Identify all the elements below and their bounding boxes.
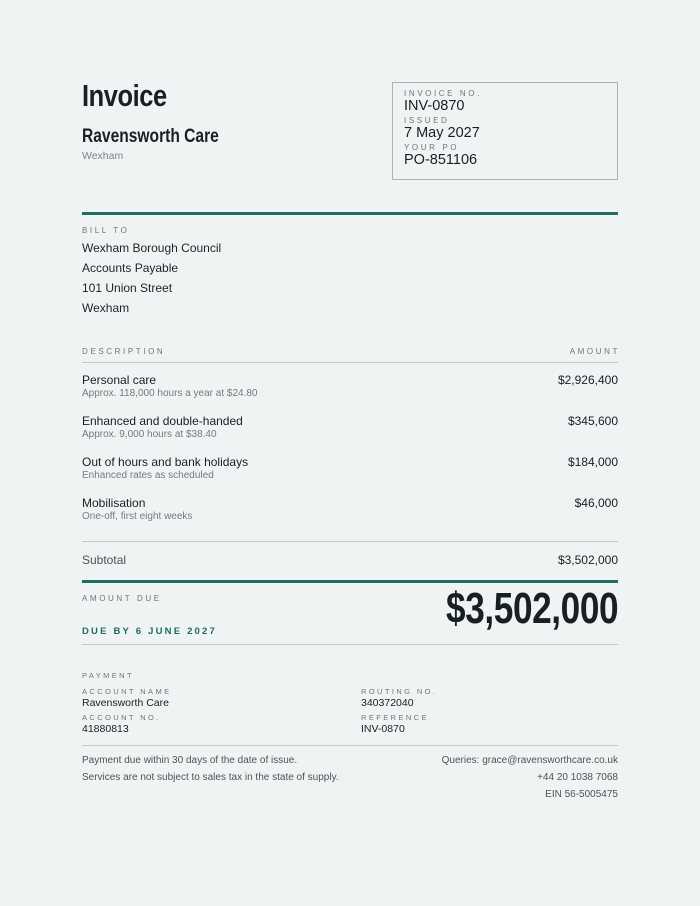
bill-to-line: Wexham <box>82 301 130 315</box>
amount-due-value: $3,502,000 <box>445 584 618 633</box>
bill-to-line: 101 Union Street <box>82 281 173 295</box>
description-header: DESCRIPTION <box>82 347 166 356</box>
line-item <box>82 455 248 481</box>
line-item-detail: Approx. 9,000 hours at $38.40 <box>82 429 217 440</box>
subtotal-label: Subtotal <box>82 553 127 567</box>
reference: INV-0870 <box>361 723 405 735</box>
issued-date: 7 May 2027 <box>404 125 480 141</box>
account-name: Ravensworth Care <box>82 697 169 709</box>
po-label: YOUR PO <box>404 143 460 152</box>
account-name-label: ACCOUNT NAME <box>82 687 172 696</box>
header-divider <box>82 212 618 215</box>
line-item-title: Out of hours and bank holidays <box>82 455 249 469</box>
company-city: Wexham <box>82 150 124 162</box>
line-item <box>82 414 243 440</box>
line-item-title: Enhanced and double-handed <box>82 414 243 428</box>
line-item-amount: $46,000 <box>574 496 618 510</box>
invoice-no-label: INVOICE NO. <box>404 89 482 98</box>
account-no-label: ACCOUNT NO. <box>82 713 161 722</box>
routing-label: ROUTING NO. <box>361 687 438 696</box>
amount-due-label: AMOUNT DUE <box>82 594 162 603</box>
line-item <box>82 496 192 522</box>
company-name: Ravensworth Care <box>82 126 219 147</box>
payment-terms: Payment due within 30 days of the date of issue. <box>82 755 298 766</box>
invoice-meta-box <box>392 82 618 180</box>
tax-note: Services are not subject to sales tax in the state of supply. <box>82 772 339 783</box>
line-item-amount: $184,000 <box>567 455 618 469</box>
line-item-amount: $2,926,400 <box>557 373 618 387</box>
line-item-title: Mobilisation <box>82 496 146 510</box>
line-item-detail: Approx. 118,000 hours a year at $24.80 <box>82 388 258 399</box>
invoice-no: INV-0870 <box>404 98 465 114</box>
subtotal-amount: $3,502,000 <box>557 553 618 567</box>
po-number: PO-851106 <box>404 152 478 168</box>
due-date: DUE BY 6 JUNE 2027 <box>82 626 217 637</box>
bill-to-line: Accounts Payable <box>82 261 179 275</box>
issued-label: ISSUED <box>404 116 450 125</box>
footer-divider <box>82 745 618 746</box>
invoice-title: Invoice <box>82 78 167 113</box>
reference-label: REFERENCE <box>361 713 429 722</box>
routing-no: 340372040 <box>361 697 414 709</box>
bill-to-label: BILL TO <box>82 226 130 235</box>
account-no: 41880813 <box>82 723 129 735</box>
ein-number: EIN 56-5005475 <box>545 789 618 800</box>
payment-divider <box>82 644 618 645</box>
queries-email[interactable]: Queries: grace@ravensworthcare.co.uk <box>441 755 618 766</box>
line-item-title: Personal care <box>82 373 157 387</box>
line-item-amount: $345,600 <box>567 414 618 428</box>
payment-label: PAYMENT <box>82 671 134 680</box>
phone-number: +44 20 1038 7068 <box>537 772 618 783</box>
line-item-detail: Enhanced rates as scheduled <box>82 470 214 481</box>
bill-to-line: Wexham Borough Council <box>82 241 222 255</box>
amount-header: AMOUNT <box>569 347 620 356</box>
line-item-detail: One-off, first eight weeks <box>82 511 193 522</box>
amount-due-divider <box>82 580 618 583</box>
items-divider <box>82 541 618 542</box>
table-header-divider <box>82 362 618 363</box>
line-item <box>82 373 258 399</box>
